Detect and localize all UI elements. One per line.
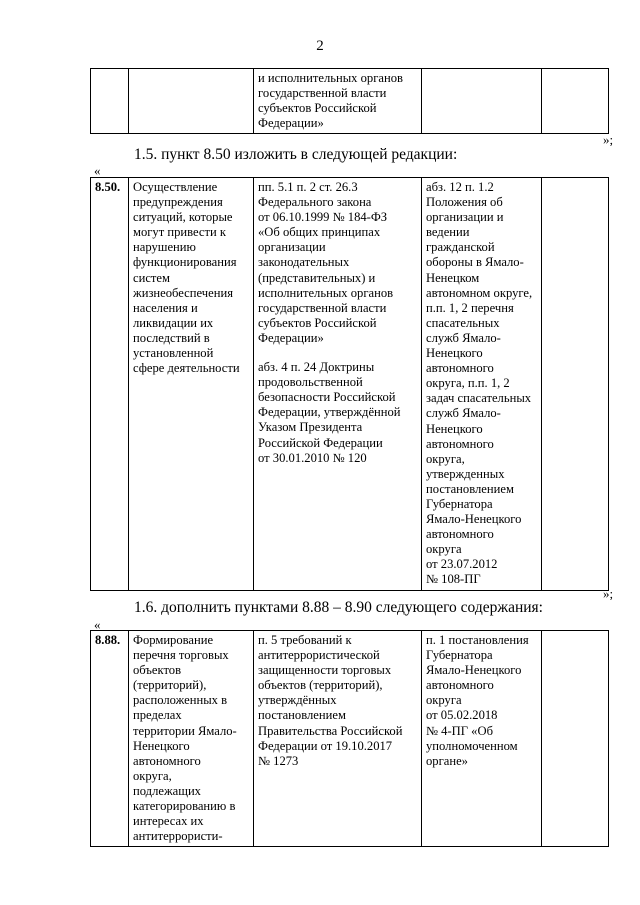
text-line: автономном округе, xyxy=(426,285,533,300)
text-line xyxy=(133,633,250,844)
text-line: Указом Президента xyxy=(258,420,363,435)
text-line xyxy=(426,633,538,769)
text-line: организации xyxy=(258,240,326,255)
text-line: территории Ямало- xyxy=(133,723,237,738)
text-line: «Об общих принципах xyxy=(258,225,381,240)
text-line: п. 5 требований к xyxy=(258,633,352,647)
text-line: округа, п.п. 1, 2 xyxy=(426,376,510,391)
table-row xyxy=(91,178,609,591)
text-line: Ямало-Ненецкого xyxy=(426,512,522,527)
text-line xyxy=(133,180,250,376)
cell-empty xyxy=(542,178,609,591)
text-line: служб Ямало- xyxy=(426,406,501,421)
text-line xyxy=(258,633,418,769)
text-line: от 05.02.2018 xyxy=(426,708,498,723)
text-line: Федерации от 19.10.2017 xyxy=(258,738,393,753)
text-line: Ненецкого xyxy=(133,738,190,753)
text-line: законодательных xyxy=(258,255,350,270)
text-line: подлежащих xyxy=(133,783,201,798)
text-line: исполнительных органов xyxy=(258,285,394,300)
text-line: установленной xyxy=(133,346,214,361)
cell-number xyxy=(91,69,129,134)
text-line: ликвидации их xyxy=(133,315,214,330)
text-line xyxy=(258,71,418,131)
text-line: пп. 5.1 п. 2 ст. 26.3 xyxy=(258,180,358,194)
text-line: абз. 4 п. 24 Доктрины xyxy=(258,360,375,375)
text-line: Федерального закона xyxy=(258,195,372,210)
text-line: автономного xyxy=(426,678,494,693)
text-line: автономного xyxy=(133,753,201,768)
cell-empty xyxy=(542,631,609,847)
text-line: сфере деятельности xyxy=(133,361,240,376)
text-line: № 4-ПГ «Об xyxy=(426,723,493,738)
cell-activity xyxy=(129,631,254,847)
text-line: государственной власти xyxy=(258,300,387,315)
text-line: автономного xyxy=(426,436,494,451)
opening-quote: « xyxy=(94,617,101,632)
text-line xyxy=(426,180,538,588)
text-line: Правительства Российской xyxy=(258,723,403,738)
text-line: населения и xyxy=(133,300,198,315)
cell-activity xyxy=(129,178,254,591)
cell-federal-basis xyxy=(254,69,422,134)
text-line: Ненецкого xyxy=(426,346,483,361)
text-line: от 23.07.2012 xyxy=(426,557,498,572)
text-line: расположенных в xyxy=(133,693,228,708)
text-line: спасательных xyxy=(426,315,500,330)
text-line: Российской Федерации xyxy=(258,435,383,450)
cell-regional-basis xyxy=(422,631,542,847)
table-item-8-88 xyxy=(90,630,609,847)
text-line: утвержденных xyxy=(426,466,505,481)
text-line: антитеррористи- xyxy=(133,829,223,844)
text-line: задач спасательных xyxy=(426,391,532,406)
text-line: № 1273 xyxy=(258,753,299,768)
text-line: категорированию в xyxy=(133,799,236,814)
text-line: предупреждения xyxy=(133,195,223,210)
text-line: интересах их xyxy=(133,814,204,829)
text-line: жизнеобеспечения xyxy=(133,285,233,300)
text-line: п. 1 постановления xyxy=(426,633,529,647)
text-line: автономного xyxy=(426,361,494,376)
text-line: могут привести к xyxy=(133,225,227,240)
text-line: автономного xyxy=(426,527,494,542)
text-line: утверждённых xyxy=(258,693,337,708)
text-line: (территорий), xyxy=(133,678,207,693)
text-line: органе» xyxy=(426,753,468,768)
closing-quote: »; xyxy=(603,132,614,147)
text-line: от 30.01.2010 № 120 xyxy=(258,450,367,465)
closing-quote: »; xyxy=(603,586,614,601)
cell-empty xyxy=(542,69,609,134)
text-line: государственной власти xyxy=(258,86,387,101)
text-line: пределах xyxy=(133,708,182,723)
cell-regional-basis xyxy=(422,69,542,134)
text-line: продовольственной xyxy=(258,375,363,390)
text-line: округа, xyxy=(426,451,465,466)
item-number: 8.50. xyxy=(91,178,129,591)
text-line: Ненецком xyxy=(426,270,480,285)
text-line: Федерации, утверждённой xyxy=(258,405,401,420)
text-line: Федерации» xyxy=(258,330,324,345)
text-line: последствий в xyxy=(133,330,210,345)
text-line: защищенности торговых xyxy=(258,663,392,678)
text-line: от 06.10.1999 № 184-ФЗ xyxy=(258,210,388,225)
text-line: гражданской xyxy=(426,240,495,255)
text-line: Положения об xyxy=(426,195,503,210)
text-line xyxy=(258,346,418,466)
text-line: перечня торговых xyxy=(133,648,229,663)
text-line: субъектов Российской xyxy=(258,101,377,116)
table-row xyxy=(91,69,609,134)
text-line: постановлением xyxy=(258,708,346,723)
text-line: функционирования xyxy=(133,255,237,270)
text-line: округа xyxy=(426,693,462,708)
cell-activity xyxy=(129,69,254,134)
table-row xyxy=(91,631,609,847)
text-line: Губернатора xyxy=(426,496,493,511)
text-line: организации и xyxy=(426,210,504,225)
text-line: округа, xyxy=(133,768,172,783)
text-line: нарушению xyxy=(133,240,196,255)
text-line xyxy=(258,180,418,346)
item-number: 8.88. xyxy=(91,631,129,847)
text-line: Федерации» xyxy=(258,116,324,131)
text-line: объектов xyxy=(133,663,182,678)
text-line: систем xyxy=(133,270,170,285)
text-line: (представительных) и xyxy=(258,270,376,285)
page-number: 2 xyxy=(316,38,324,54)
cell-regional-basis xyxy=(422,178,542,591)
table-item-8-50 xyxy=(90,177,609,591)
text-line: обороны в Ямало- xyxy=(426,255,524,270)
text-line: Формирование xyxy=(133,633,214,647)
text-line: п.п. 1, 2 перечня xyxy=(426,300,514,315)
text-line: служб Ямало- xyxy=(426,330,501,345)
text-line: субъектов Российской xyxy=(258,315,377,330)
text-line: антитеррористической xyxy=(258,648,380,663)
text-line: Губернатора xyxy=(426,648,493,663)
section-heading-1-5: 1.5. пункт 8.50 изложить в следующей редакции: xyxy=(134,146,458,163)
text-line: ситуаций, которые xyxy=(133,210,233,225)
section-heading-1-6: 1.6. дополнить пунктами 8.88 – 8.90 следующего содержания: xyxy=(134,599,543,616)
text-line: № 108-ПГ xyxy=(426,572,481,587)
text-line: абз. 12 п. 1.2 xyxy=(426,180,494,194)
cell-federal-basis xyxy=(254,178,422,591)
text-line: объектов (территорий), xyxy=(258,678,383,693)
text-line: постановлением xyxy=(426,481,514,496)
text-line: Осуществление xyxy=(133,180,218,194)
text-line: и исполнительных органов xyxy=(258,71,403,85)
text-line: округа xyxy=(426,542,462,557)
text-line: Ямало-Ненецкого xyxy=(426,663,522,678)
cell-federal-basis xyxy=(254,631,422,847)
text-line: Ненецкого xyxy=(426,421,483,436)
text-line: безопасности Российской xyxy=(258,390,396,405)
opening-quote: « xyxy=(94,163,101,178)
text-line: уполномоченном xyxy=(426,738,518,753)
text-line: ведении xyxy=(426,225,470,240)
continued-table xyxy=(90,68,609,134)
